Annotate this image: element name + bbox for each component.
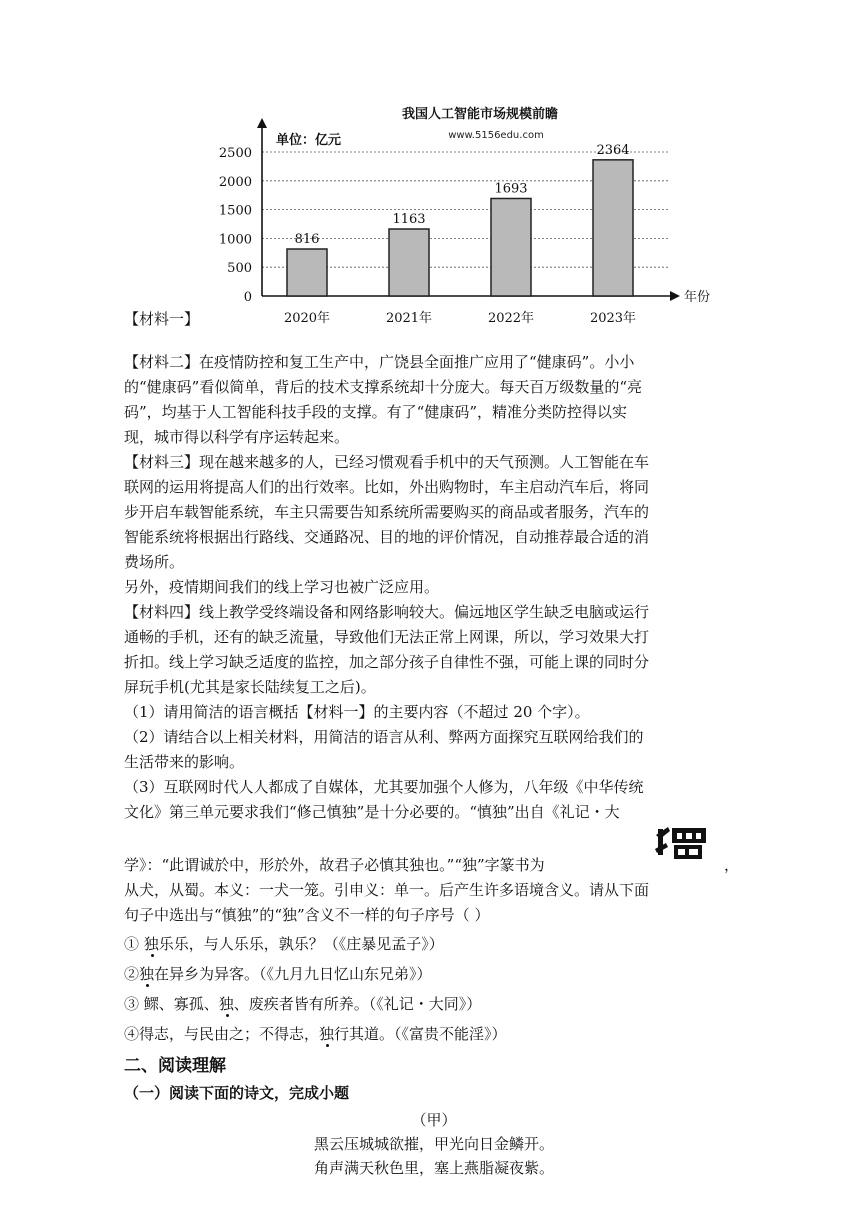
text-line: 另外，疫情期间我们的线上学习也被广泛应用。 [124,578,440,596]
bar [389,229,429,296]
text-line: 【材料四】线上教学受终端设备和网络影响较大。偏远地区学生缺乏电脑或运行 [124,603,650,621]
y-tick-label: 500 [227,261,252,277]
material4-paragraph [124,600,744,700]
text-line: 步开启车载智能系统，车主只需要告知系统所需要购买的商品或者服务，汽车的 [124,503,650,521]
material1-label: 【材料一】 [124,310,200,328]
y-tick-label: 1500 [218,203,252,219]
bar [287,249,327,296]
bar [491,198,531,296]
poem-line: 角声满天秋色里，塞上燕脂凝夜紫。 [313,1159,554,1177]
data-label: 1163 [392,212,426,228]
option-text: 乐乐，与人乐乐，孰乐？（《庄暴见孟子》） [158,935,444,953]
question-3-line: 从犬，从蜀。本义：一犬一笼。引申义：单一。后产生许多语境含义。请从下面 [124,881,650,899]
text-line: 费场所。 [124,553,185,571]
option-prefix: ③ 鳏、寡孤、 [124,995,219,1013]
data-label: 2364 [596,142,630,158]
question-3-line [124,853,744,878]
poem-title: （甲） [411,1111,457,1129]
data-label: 816 [294,231,320,247]
bar-chart [200,96,711,332]
chart-svg [200,96,711,332]
question-3-comma: ， [724,856,740,874]
x-tick-label: 2021年 [385,311,433,326]
question-3-line: 文化》第三单元要求我们“修己慎独”是十分必要的。“慎独”出自《礼记・大 [124,803,620,821]
data-label: 1693 [494,181,528,197]
text-line: 联网的运用将提高人们的出行效率。比如，外出购物时，车主启动汽车后，将同 [124,478,650,496]
emphasized-char: 独 [139,965,155,983]
text-line: 现，城市得以科学有序运转起来。 [124,428,350,446]
poem-block [124,1108,744,1180]
subsection-heading: （一）阅读下面的诗文，完成小题 [124,1084,350,1102]
text-line: 的“健康码”看似简单，背后的技术支撑系统却十分庞大。每天百万级数量的“亮 [124,378,643,396]
question-3-line: （3）互联网时代人人都成了自媒体，尤其要加强个人修为，八年级《中华传统 [124,778,644,796]
seal-script-du-image [654,823,710,865]
y-tick-label: 1000 [218,232,252,248]
chart-title: 我国人工智能市场规模前瞻 [401,107,559,122]
question-3-line: 句子中选出与“慎独”的“独”含义不一样的句子序号（ ） [124,906,490,924]
x-axis-arrow [670,291,680,301]
y-axis-arrow [257,118,267,128]
option-item [124,992,744,1016]
option-item [124,1022,744,1046]
question-2-line: 生活带来的影响。 [124,753,245,771]
poem-line: 黑云压城城欲摧，甲光向日金鳞开。 [313,1135,554,1153]
option-text: 、废疾者皆有所养。（《礼记・大同》） [233,995,482,1013]
emphasized-char: 独 [319,1025,335,1043]
text-line: 【材料二】在疫情防控和复工生产中，广饶县全面推广应用了“健康码”。小小 [124,353,635,371]
x-axis-label: 年份 [684,290,711,305]
option-prefix: ② [124,965,140,983]
text-line: 码”，均基于人工智能科技手段的支撑。有了“健康码”，精准分类防控得以实 [124,403,628,421]
emphasized-char: 独 [143,935,159,953]
question-3-text: 学》：“此谓诚於中，形於外，故君子必慎其独也。”“独”字篆书为 [124,856,545,874]
chart-watermark: www.5156edu.com [448,130,544,141]
text-line: 通畅的手机，还有的缺乏流量，导致他们无法正常上网课，所以，学习效果大打 [124,628,650,646]
emphasized-char: 独 [218,995,234,1013]
option-prefix: ④得志，与民由之；不得志， [124,1025,320,1043]
questions [124,700,744,928]
text-line: 智能系统将根据出行路线、交通路况、目的地的评价情况，自动推荐最合适的消 [124,528,650,546]
x-tick-label: 2020年 [283,311,331,326]
x-tick-label: 2022年 [487,311,535,326]
bar [593,160,633,296]
text-line: 折扣。线上学习缺乏适度的监控，加之部分孩子自律性不强，可能上课的同时分 [124,653,650,671]
unit-label: 单位：亿元 [276,133,342,148]
material2-paragraph [124,350,744,450]
material3-paragraph [124,450,744,600]
option-prefix: ① [124,935,144,953]
options-list [124,932,744,1046]
y-tick-label: 2500 [218,146,252,161]
text-line: 屏玩手机(尤其是家长陆续复工之后)。 [124,678,376,696]
option-item [124,962,744,986]
question-2-line: （2）请结合以上相关材料，用简洁的语言从利、弊两方面探究互联网给我们的 [124,728,644,746]
section-heading: 二、阅读理解 [124,1056,226,1076]
document-body [124,350,744,1180]
text-line: 【材料三】现在越来越多的人，已经习惯观看手机中的天气预测。人工智能在车 [124,453,650,471]
y-tick-label: 0 [243,290,252,305]
option-item [124,932,744,956]
option-text: 行其道。（《富贵不能淫》） [334,1025,507,1043]
option-text: 在异乡为异客。（《九月九日忆山东兄弟》） [154,965,432,983]
question-1: （1）请用简洁的语言概括【材料一】的主要内容（不超过 20 个字）。 [124,703,590,721]
x-tick-label: 2023年 [589,311,637,326]
y-tick-label: 2000 [218,174,252,190]
